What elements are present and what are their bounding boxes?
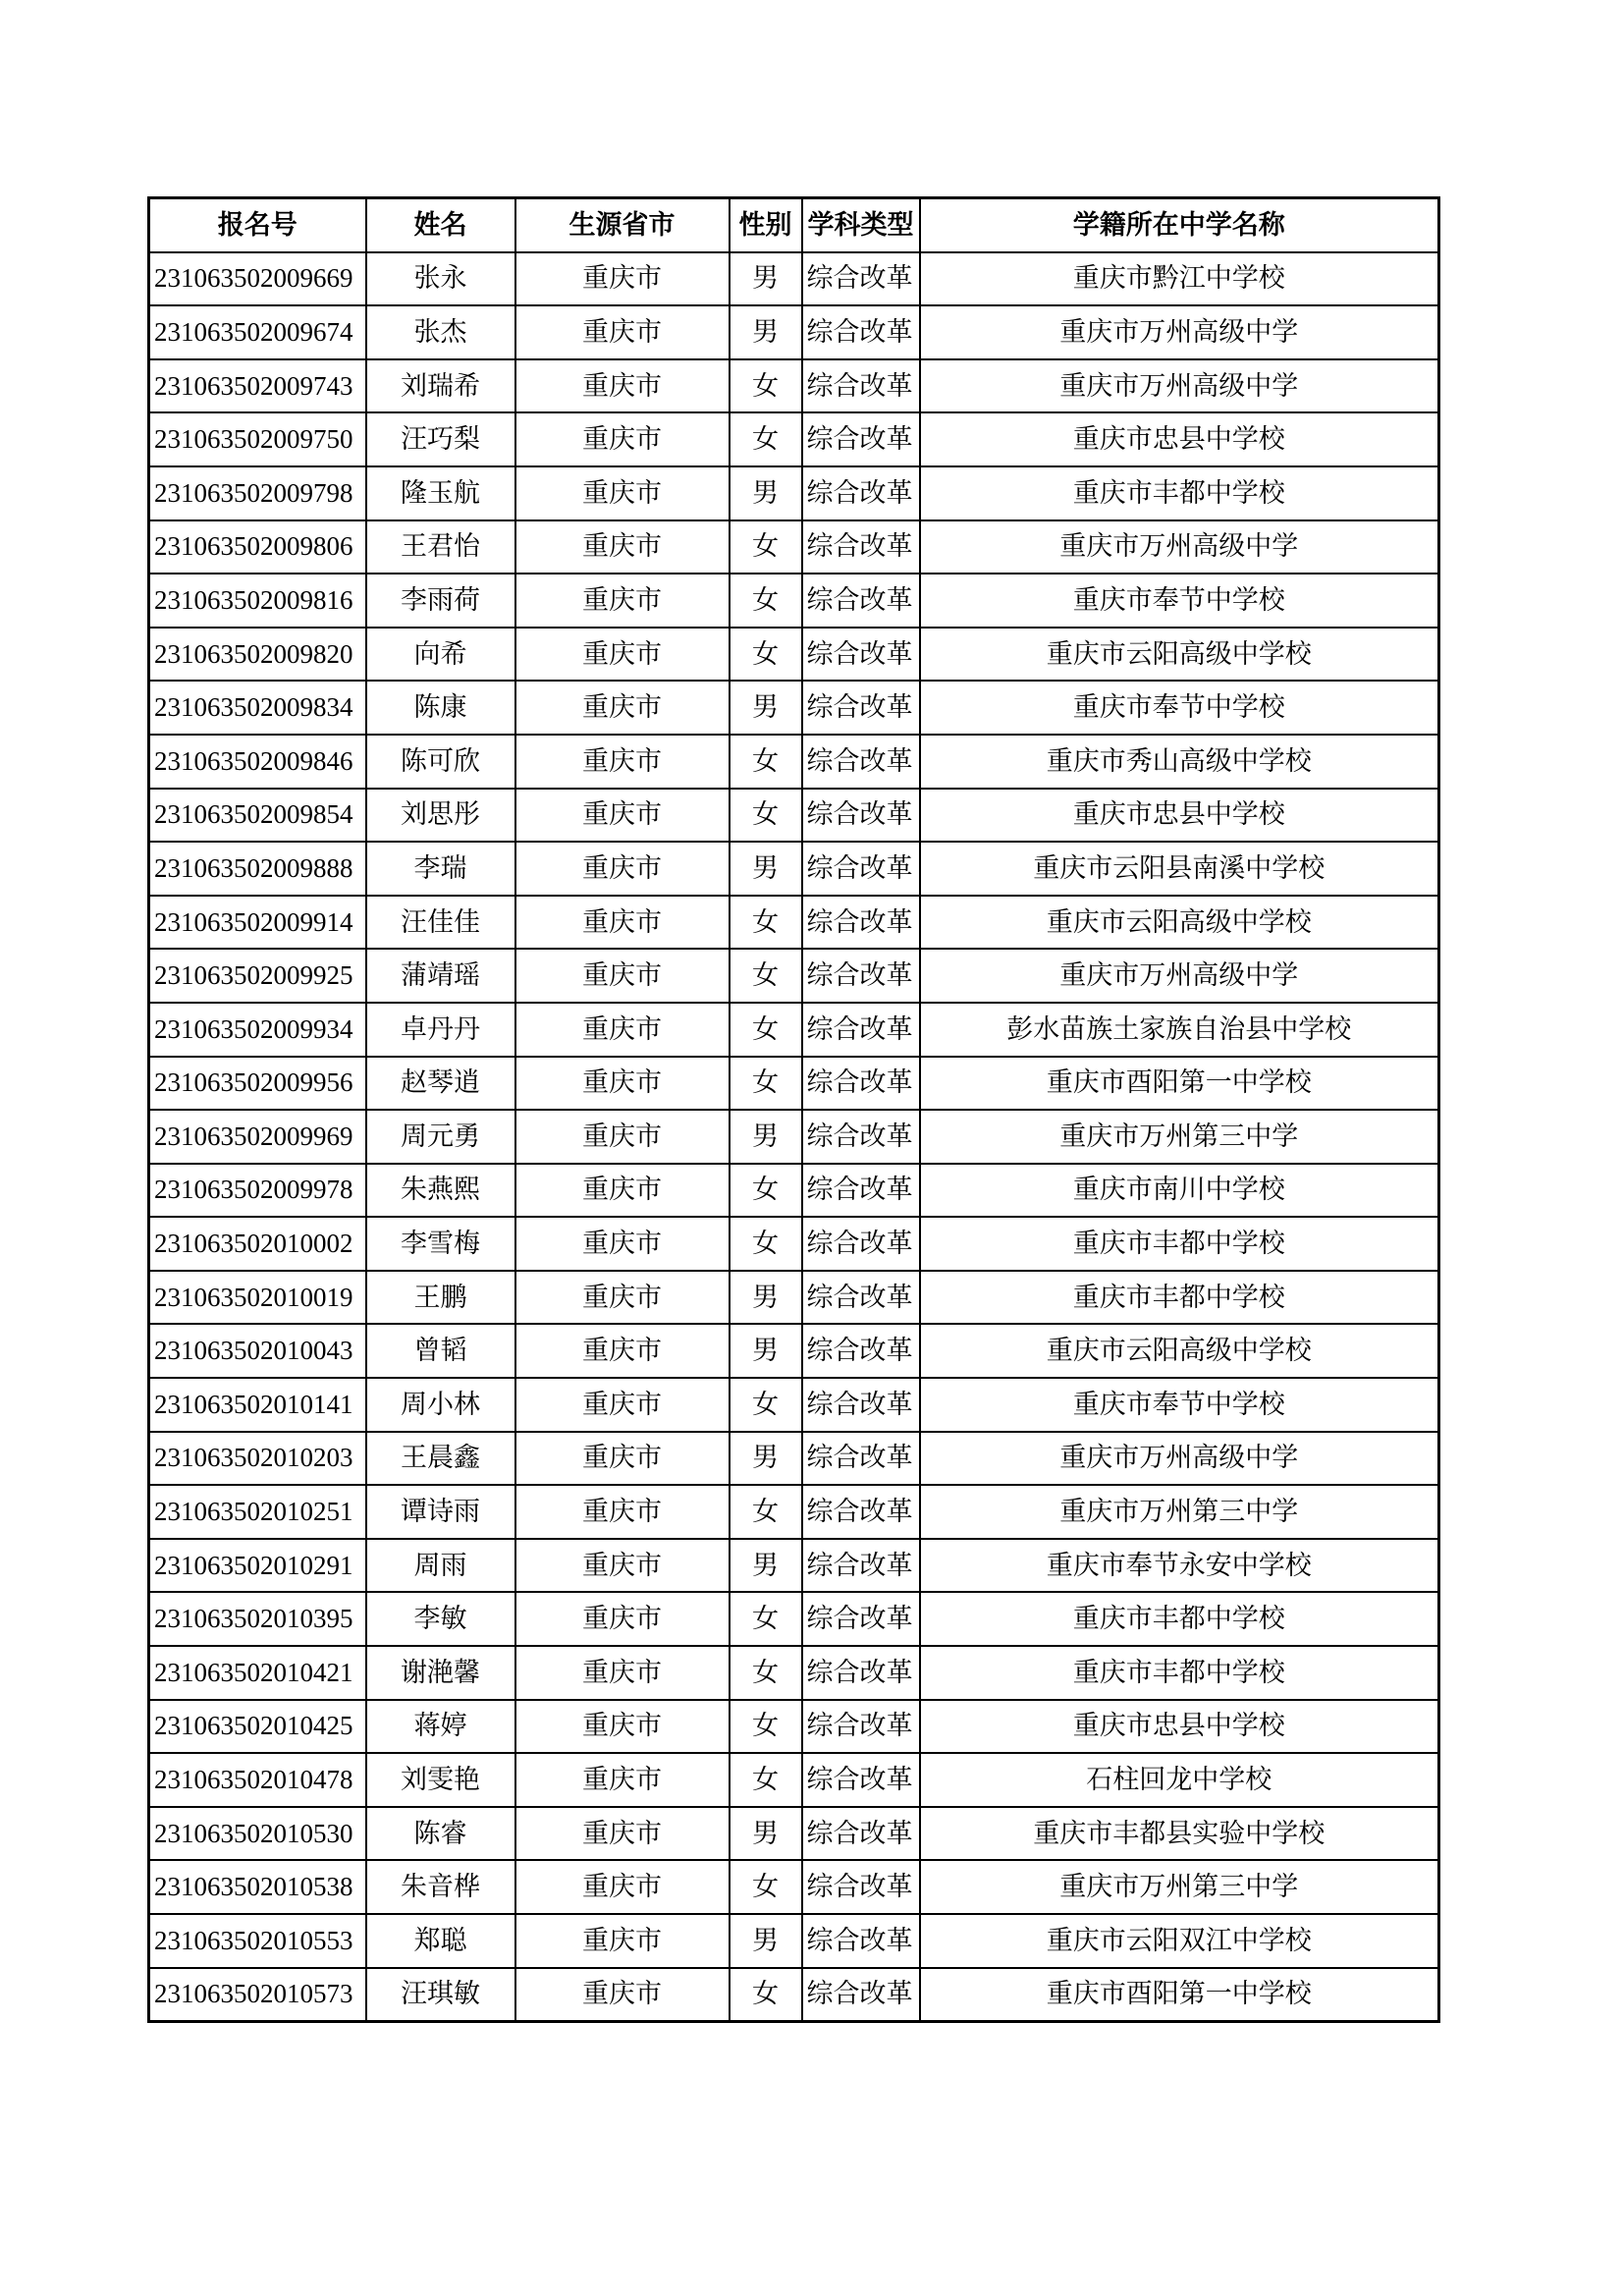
subject-type-cell: 综合改革 xyxy=(802,1324,920,1378)
table-row xyxy=(149,1003,1439,1057)
table-row xyxy=(149,252,1439,306)
registration-number-cell: 231063502010203 xyxy=(149,1432,366,1486)
table-row xyxy=(149,1217,1439,1271)
subject-type-cell: 综合改革 xyxy=(802,1057,920,1111)
registration-number-cell: 231063502009888 xyxy=(149,842,366,896)
gender-cell: 男 xyxy=(730,1432,802,1486)
school-name-cell: 重庆市万州第三中学 xyxy=(920,1485,1439,1539)
name-cell: 王晨鑫 xyxy=(366,1432,515,1486)
registration-number-cell: 231063502010019 xyxy=(149,1271,366,1325)
name-cell: 李敏 xyxy=(366,1592,515,1646)
name-cell: 李瑞 xyxy=(366,842,515,896)
name-cell: 蒋婷 xyxy=(366,1700,515,1754)
registration-number-cell: 231063502010421 xyxy=(149,1646,366,1700)
table-header xyxy=(149,198,1439,252)
origin-province-cell: 重庆市 xyxy=(515,1860,730,1914)
name-cell: 王鹏 xyxy=(366,1271,515,1325)
school-name-cell: 重庆市秀山高级中学校 xyxy=(920,735,1439,789)
header-row xyxy=(149,198,1439,252)
origin-province-cell: 重庆市 xyxy=(515,252,730,306)
header-gender: 性别 xyxy=(730,198,802,252)
origin-province-cell: 重庆市 xyxy=(515,1217,730,1271)
school-name-cell: 重庆市云阳高级中学校 xyxy=(920,896,1439,950)
subject-type-cell: 综合改革 xyxy=(802,1539,920,1593)
registration-number-cell: 231063502009820 xyxy=(149,628,366,682)
subject-type-cell: 综合改革 xyxy=(802,628,920,682)
table-row xyxy=(149,1646,1439,1700)
origin-province-cell: 重庆市 xyxy=(515,789,730,843)
gender-cell: 女 xyxy=(730,520,802,574)
name-cell: 曾韬 xyxy=(366,1324,515,1378)
table-row xyxy=(149,1110,1439,1164)
school-name-cell: 重庆市丰都中学校 xyxy=(920,1271,1439,1325)
registration-number-cell: 231063502010141 xyxy=(149,1378,366,1432)
name-cell: 陈睿 xyxy=(366,1807,515,1861)
name-cell: 蒲靖瑶 xyxy=(366,949,515,1003)
registration-number-cell: 231063502009816 xyxy=(149,574,366,628)
subject-type-cell: 综合改革 xyxy=(802,1217,920,1271)
subject-type-cell: 综合改革 xyxy=(802,305,920,359)
table-row xyxy=(149,1271,1439,1325)
registration-number-cell: 231063502009846 xyxy=(149,735,366,789)
subject-type-cell: 综合改革 xyxy=(802,359,920,413)
gender-cell: 女 xyxy=(730,574,802,628)
subject-type-cell: 综合改革 xyxy=(802,1432,920,1486)
gender-cell: 男 xyxy=(730,1914,802,1968)
name-cell: 卓丹丹 xyxy=(366,1003,515,1057)
name-cell: 陈康 xyxy=(366,681,515,735)
origin-province-cell: 重庆市 xyxy=(515,949,730,1003)
origin-province-cell: 重庆市 xyxy=(515,520,730,574)
table-row xyxy=(149,574,1439,628)
gender-cell: 男 xyxy=(730,1324,802,1378)
origin-province-cell: 重庆市 xyxy=(515,1968,730,2022)
school-name-cell: 重庆市万州第三中学 xyxy=(920,1110,1439,1164)
school-name-cell: 重庆市云阳高级中学校 xyxy=(920,628,1439,682)
origin-province-cell: 重庆市 xyxy=(515,1485,730,1539)
subject-type-cell: 综合改革 xyxy=(802,1753,920,1807)
gender-cell: 女 xyxy=(730,1485,802,1539)
table-row xyxy=(149,1914,1439,1968)
header-subject-type: 学科类型 xyxy=(802,198,920,252)
table-row xyxy=(149,1378,1439,1432)
registration-number-cell: 231063502009854 xyxy=(149,789,366,843)
school-name-cell: 重庆市丰都中学校 xyxy=(920,1646,1439,1700)
table-row xyxy=(149,842,1439,896)
gender-cell: 女 xyxy=(730,1753,802,1807)
subject-type-cell: 综合改革 xyxy=(802,1914,920,1968)
name-cell: 汪巧梨 xyxy=(366,412,515,466)
subject-type-cell: 综合改革 xyxy=(802,466,920,520)
subject-type-cell: 综合改革 xyxy=(802,1646,920,1700)
registration-number-cell: 231063502009806 xyxy=(149,520,366,574)
name-cell: 谭诗雨 xyxy=(366,1485,515,1539)
gender-cell: 女 xyxy=(730,1860,802,1914)
gender-cell: 女 xyxy=(730,896,802,950)
name-cell: 谢滟馨 xyxy=(366,1646,515,1700)
origin-province-cell: 重庆市 xyxy=(515,1378,730,1432)
subject-type-cell: 综合改革 xyxy=(802,1378,920,1432)
registration-number-cell: 231063502010002 xyxy=(149,1217,366,1271)
table-row xyxy=(149,1753,1439,1807)
school-name-cell: 重庆市万州高级中学 xyxy=(920,359,1439,413)
registration-number-cell: 231063502009934 xyxy=(149,1003,366,1057)
school-name-cell: 重庆市酉阳第一中学校 xyxy=(920,1968,1439,2022)
registration-number-cell: 231063502009956 xyxy=(149,1057,366,1111)
name-cell: 周雨 xyxy=(366,1539,515,1593)
name-cell: 刘思彤 xyxy=(366,789,515,843)
table-row xyxy=(149,1968,1439,2022)
header-school-name: 学籍所在中学名称 xyxy=(920,198,1439,252)
name-cell: 刘瑞希 xyxy=(366,359,515,413)
registration-number-cell: 231063502009925 xyxy=(149,949,366,1003)
school-name-cell: 重庆市忠县中学校 xyxy=(920,789,1439,843)
name-cell: 李雪梅 xyxy=(366,1217,515,1271)
subject-type-cell: 综合改革 xyxy=(802,789,920,843)
name-cell: 周元勇 xyxy=(366,1110,515,1164)
header-origin-province: 生源省市 xyxy=(515,198,730,252)
registration-number-cell: 231063502010425 xyxy=(149,1700,366,1754)
gender-cell: 女 xyxy=(730,735,802,789)
table-row xyxy=(149,359,1439,413)
table-row xyxy=(149,1485,1439,1539)
subject-type-cell: 综合改革 xyxy=(802,735,920,789)
gender-cell: 男 xyxy=(730,466,802,520)
school-name-cell: 重庆市忠县中学校 xyxy=(920,1700,1439,1754)
table-row xyxy=(149,1860,1439,1914)
registration-number-cell: 231063502010553 xyxy=(149,1914,366,1968)
name-cell: 朱音桦 xyxy=(366,1860,515,1914)
registration-number-cell: 231063502010395 xyxy=(149,1592,366,1646)
name-cell: 朱燕熙 xyxy=(366,1164,515,1218)
registration-number-cell: 231063502009969 xyxy=(149,1110,366,1164)
origin-province-cell: 重庆市 xyxy=(515,735,730,789)
table-row xyxy=(149,305,1439,359)
registration-number-cell: 231063502010251 xyxy=(149,1485,366,1539)
subject-type-cell: 综合改革 xyxy=(802,681,920,735)
registration-number-cell: 231063502010538 xyxy=(149,1860,366,1914)
origin-province-cell: 重庆市 xyxy=(515,842,730,896)
gender-cell: 女 xyxy=(730,1003,802,1057)
gender-cell: 女 xyxy=(730,1217,802,1271)
origin-province-cell: 重庆市 xyxy=(515,628,730,682)
table-row xyxy=(149,1324,1439,1378)
registration-number-cell: 231063502009978 xyxy=(149,1164,366,1218)
origin-province-cell: 重庆市 xyxy=(515,1753,730,1807)
table-row xyxy=(149,1700,1439,1754)
origin-province-cell: 重庆市 xyxy=(515,1432,730,1486)
subject-type-cell: 综合改革 xyxy=(802,574,920,628)
subject-type-cell: 综合改革 xyxy=(802,1592,920,1646)
subject-type-cell: 综合改革 xyxy=(802,896,920,950)
subject-type-cell: 综合改革 xyxy=(802,1485,920,1539)
gender-cell: 女 xyxy=(730,1646,802,1700)
origin-province-cell: 重庆市 xyxy=(515,412,730,466)
origin-province-cell: 重庆市 xyxy=(515,681,730,735)
subject-type-cell: 综合改革 xyxy=(802,1807,920,1861)
table-row xyxy=(149,1164,1439,1218)
school-name-cell: 重庆市奉节永安中学校 xyxy=(920,1539,1439,1593)
gender-cell: 男 xyxy=(730,842,802,896)
origin-province-cell: 重庆市 xyxy=(515,1324,730,1378)
name-cell: 赵琴逍 xyxy=(366,1057,515,1111)
subject-type-cell: 综合改革 xyxy=(802,1700,920,1754)
registration-number-cell: 231063502010573 xyxy=(149,1968,366,2022)
gender-cell: 男 xyxy=(730,681,802,735)
school-name-cell: 重庆市酉阳第一中学校 xyxy=(920,1057,1439,1111)
school-name-cell: 重庆市奉节中学校 xyxy=(920,1378,1439,1432)
subject-type-cell: 综合改革 xyxy=(802,1110,920,1164)
gender-cell: 女 xyxy=(730,412,802,466)
name-cell: 郑聪 xyxy=(366,1914,515,1968)
origin-province-cell: 重庆市 xyxy=(515,1003,730,1057)
subject-type-cell: 综合改革 xyxy=(802,1968,920,2022)
table-row xyxy=(149,1539,1439,1593)
subject-type-cell: 综合改革 xyxy=(802,842,920,896)
gender-cell: 女 xyxy=(730,1592,802,1646)
school-name-cell: 重庆市万州高级中学 xyxy=(920,1432,1439,1486)
header-registration-number: 报名号 xyxy=(149,198,366,252)
origin-province-cell: 重庆市 xyxy=(515,574,730,628)
school-name-cell: 重庆市丰都中学校 xyxy=(920,1592,1439,1646)
name-cell: 汪琪敏 xyxy=(366,1968,515,2022)
origin-province-cell: 重庆市 xyxy=(515,1700,730,1754)
table-row xyxy=(149,412,1439,466)
gender-cell: 男 xyxy=(730,1807,802,1861)
table-row xyxy=(149,735,1439,789)
student-roster-table xyxy=(147,196,1440,2023)
name-cell: 张杰 xyxy=(366,305,515,359)
origin-province-cell: 重庆市 xyxy=(515,359,730,413)
registration-number-cell: 231063502009674 xyxy=(149,305,366,359)
gender-cell: 女 xyxy=(730,1968,802,2022)
registration-number-cell: 231063502010530 xyxy=(149,1807,366,1861)
registration-number-cell: 231063502010291 xyxy=(149,1539,366,1593)
registration-number-cell: 231063502009750 xyxy=(149,412,366,466)
school-name-cell: 重庆市云阳高级中学校 xyxy=(920,1324,1439,1378)
gender-cell: 女 xyxy=(730,1700,802,1754)
table-body xyxy=(149,252,1439,2022)
school-name-cell: 重庆市丰都县实验中学校 xyxy=(920,1807,1439,1861)
name-cell: 隆玉航 xyxy=(366,466,515,520)
gender-cell: 男 xyxy=(730,1110,802,1164)
name-cell: 李雨荷 xyxy=(366,574,515,628)
school-name-cell: 重庆市南川中学校 xyxy=(920,1164,1439,1218)
school-name-cell: 重庆市万州第三中学 xyxy=(920,1860,1439,1914)
origin-province-cell: 重庆市 xyxy=(515,1807,730,1861)
school-name-cell: 重庆市丰都中学校 xyxy=(920,466,1439,520)
school-name-cell: 重庆市黔江中学校 xyxy=(920,252,1439,306)
table-row xyxy=(149,896,1439,950)
origin-province-cell: 重庆市 xyxy=(515,1539,730,1593)
table-row xyxy=(149,949,1439,1003)
registration-number-cell: 231063502009669 xyxy=(149,252,366,306)
subject-type-cell: 综合改革 xyxy=(802,412,920,466)
name-cell: 张永 xyxy=(366,252,515,306)
origin-province-cell: 重庆市 xyxy=(515,1592,730,1646)
gender-cell: 女 xyxy=(730,1057,802,1111)
subject-type-cell: 综合改革 xyxy=(802,949,920,1003)
origin-province-cell: 重庆市 xyxy=(515,1110,730,1164)
school-name-cell: 重庆市万州高级中学 xyxy=(920,520,1439,574)
origin-province-cell: 重庆市 xyxy=(515,1271,730,1325)
registration-number-cell: 231063502009743 xyxy=(149,359,366,413)
name-cell: 刘雯艳 xyxy=(366,1753,515,1807)
school-name-cell: 重庆市万州高级中学 xyxy=(920,949,1439,1003)
school-name-cell: 重庆市云阳县南溪中学校 xyxy=(920,842,1439,896)
header-name: 姓名 xyxy=(366,198,515,252)
subject-type-cell: 综合改革 xyxy=(802,1860,920,1914)
table-row xyxy=(149,1592,1439,1646)
subject-type-cell: 综合改革 xyxy=(802,520,920,574)
name-cell: 王君怡 xyxy=(366,520,515,574)
table-row xyxy=(149,628,1439,682)
name-cell: 汪佳佳 xyxy=(366,896,515,950)
registration-number-cell: 231063502010043 xyxy=(149,1324,366,1378)
school-name-cell: 重庆市云阳双江中学校 xyxy=(920,1914,1439,1968)
registration-number-cell: 231063502010478 xyxy=(149,1753,366,1807)
name-cell: 陈可欣 xyxy=(366,735,515,789)
registration-number-cell: 231063502009914 xyxy=(149,896,366,950)
gender-cell: 男 xyxy=(730,252,802,306)
school-name-cell: 彭水苗族土家族自治县中学校 xyxy=(920,1003,1439,1057)
gender-cell: 女 xyxy=(730,628,802,682)
table-row xyxy=(149,520,1439,574)
gender-cell: 男 xyxy=(730,1539,802,1593)
origin-province-cell: 重庆市 xyxy=(515,1914,730,1968)
table-row xyxy=(149,1807,1439,1861)
school-name-cell: 重庆市奉节中学校 xyxy=(920,681,1439,735)
registration-number-cell: 231063502009834 xyxy=(149,681,366,735)
registration-number-cell: 231063502009798 xyxy=(149,466,366,520)
origin-province-cell: 重庆市 xyxy=(515,466,730,520)
gender-cell: 女 xyxy=(730,359,802,413)
origin-province-cell: 重庆市 xyxy=(515,1057,730,1111)
gender-cell: 女 xyxy=(730,1378,802,1432)
subject-type-cell: 综合改革 xyxy=(802,1164,920,1218)
origin-province-cell: 重庆市 xyxy=(515,1164,730,1218)
name-cell: 向希 xyxy=(366,628,515,682)
school-name-cell: 重庆市忠县中学校 xyxy=(920,412,1439,466)
table-row xyxy=(149,681,1439,735)
school-name-cell: 重庆市万州高级中学 xyxy=(920,305,1439,359)
gender-cell: 男 xyxy=(730,305,802,359)
name-cell: 周小林 xyxy=(366,1378,515,1432)
origin-province-cell: 重庆市 xyxy=(515,1646,730,1700)
table-row xyxy=(149,789,1439,843)
origin-province-cell: 重庆市 xyxy=(515,896,730,950)
gender-cell: 男 xyxy=(730,1271,802,1325)
school-name-cell: 石柱回龙中学校 xyxy=(920,1753,1439,1807)
table-row xyxy=(149,1057,1439,1111)
gender-cell: 女 xyxy=(730,789,802,843)
gender-cell: 女 xyxy=(730,1164,802,1218)
table-row xyxy=(149,466,1439,520)
subject-type-cell: 综合改革 xyxy=(802,1003,920,1057)
school-name-cell: 重庆市奉节中学校 xyxy=(920,574,1439,628)
table-row xyxy=(149,1432,1439,1486)
gender-cell: 女 xyxy=(730,949,802,1003)
school-name-cell: 重庆市丰都中学校 xyxy=(920,1217,1439,1271)
subject-type-cell: 综合改革 xyxy=(802,252,920,306)
origin-province-cell: 重庆市 xyxy=(515,305,730,359)
subject-type-cell: 综合改革 xyxy=(802,1271,920,1325)
